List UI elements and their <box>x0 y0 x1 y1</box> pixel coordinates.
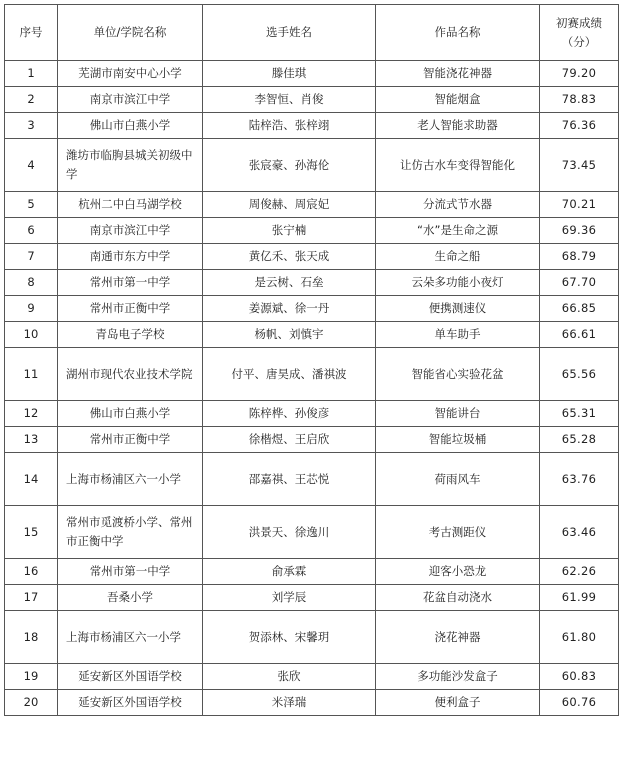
cell-no: 5 <box>5 192 58 218</box>
cell-work: 智能浇花神器 <box>376 61 540 87</box>
cell-score: 65.28 <box>540 427 619 453</box>
cell-work: 智能烟盒 <box>376 87 540 113</box>
cell-score: 76.36 <box>540 113 619 139</box>
cell-unit: 上海市杨浦区六一小学 <box>58 611 203 664</box>
header-row <box>5 5 619 61</box>
cell-work: 生命之船 <box>376 244 540 270</box>
cell-players: 是云树、石垒 <box>203 270 376 296</box>
cell-score: 69.36 <box>540 218 619 244</box>
cell-players: 陈梓桦、孙俊彦 <box>203 401 376 427</box>
cell-players: 杨帆、刘慎宇 <box>203 322 376 348</box>
cell-no: 20 <box>5 690 58 716</box>
results-table <box>4 4 619 716</box>
cell-unit: 常州市正衡中学 <box>58 296 203 322</box>
cell-score: 65.56 <box>540 348 619 401</box>
cell-score: 60.83 <box>540 664 619 690</box>
cell-unit: 常州市觅渡桥小学、常州市正衡中学 <box>58 506 203 559</box>
cell-work: 老人智能求助器 <box>376 113 540 139</box>
cell-no: 7 <box>5 244 58 270</box>
cell-no: 17 <box>5 585 58 611</box>
cell-players: 俞承霖 <box>203 559 376 585</box>
cell-score: 79.20 <box>540 61 619 87</box>
table-row <box>5 611 619 664</box>
cell-score: 62.26 <box>540 559 619 585</box>
table-row <box>5 322 619 348</box>
cell-no: 9 <box>5 296 58 322</box>
cell-work: 浇花神器 <box>376 611 540 664</box>
cell-unit: 延安新区外国语学校 <box>58 690 203 716</box>
cell-score: 68.79 <box>540 244 619 270</box>
cell-work: 智能垃圾桶 <box>376 427 540 453</box>
cell-score: 67.70 <box>540 270 619 296</box>
cell-players: 洪景天、徐逸川 <box>203 506 376 559</box>
cell-players: 滕佳琪 <box>203 61 376 87</box>
header-score <box>540 5 619 61</box>
cell-unit: 芜湖市南安中心小学 <box>58 61 203 87</box>
table-row <box>5 87 619 113</box>
cell-unit: 常州市第一中学 <box>58 270 203 296</box>
table-row <box>5 453 619 506</box>
cell-work: “水”是生命之源 <box>376 218 540 244</box>
cell-players: 米泽瑞 <box>203 690 376 716</box>
cell-players: 付平、唐昊成、潘祺波 <box>203 348 376 401</box>
cell-score: 73.45 <box>540 139 619 192</box>
cell-unit: 杭州二中白马湖学校 <box>58 192 203 218</box>
cell-unit: 南京市滨江中学 <box>58 87 203 113</box>
cell-score: 63.46 <box>540 506 619 559</box>
cell-work: 多功能沙发盒子 <box>376 664 540 690</box>
table-row <box>5 192 619 218</box>
cell-no: 11 <box>5 348 58 401</box>
cell-no: 8 <box>5 270 58 296</box>
cell-players: 张宁楠 <box>203 218 376 244</box>
cell-unit: 上海市杨浦区六一小学 <box>58 453 203 506</box>
cell-score: 61.99 <box>540 585 619 611</box>
cell-players: 姜源斌、徐一丹 <box>203 296 376 322</box>
table-row <box>5 690 619 716</box>
table-row <box>5 559 619 585</box>
cell-unit: 常州市第一中学 <box>58 559 203 585</box>
cell-unit: 青岛电子学校 <box>58 322 203 348</box>
cell-work: 智能讲台 <box>376 401 540 427</box>
cell-score: 78.83 <box>540 87 619 113</box>
cell-unit: 佛山市白燕小学 <box>58 401 203 427</box>
cell-work: 荷雨风车 <box>376 453 540 506</box>
cell-unit: 南通市东方中学 <box>58 244 203 270</box>
cell-score: 70.21 <box>540 192 619 218</box>
cell-unit: 南京市滨江中学 <box>58 218 203 244</box>
cell-work: 智能省心实验花盆 <box>376 348 540 401</box>
cell-work: 迎客小恐龙 <box>376 559 540 585</box>
cell-players: 张欣 <box>203 664 376 690</box>
table-row <box>5 270 619 296</box>
table-row <box>5 348 619 401</box>
cell-unit: 潍坊市临朐县城关初级中学 <box>58 139 203 192</box>
table-row <box>5 585 619 611</box>
header-score-line2: （分） <box>561 34 597 49</box>
table-body <box>5 61 619 716</box>
cell-work: 单车助手 <box>376 322 540 348</box>
cell-players: 邵嘉祺、王芯悦 <box>203 453 376 506</box>
cell-players: 黄亿禾、张天成 <box>203 244 376 270</box>
cell-unit: 延安新区外国语学校 <box>58 664 203 690</box>
header-score-line1: 初赛成绩 <box>556 15 602 30</box>
cell-no: 19 <box>5 664 58 690</box>
header-players: 选手姓名 <box>203 5 376 61</box>
cell-unit: 常州市正衡中学 <box>58 427 203 453</box>
cell-unit: 佛山市白燕小学 <box>58 113 203 139</box>
cell-work: 考古测距仪 <box>376 506 540 559</box>
table-row <box>5 296 619 322</box>
header-no: 序号 <box>5 5 58 61</box>
table-row <box>5 139 619 192</box>
cell-work: 花盆自动浇水 <box>376 585 540 611</box>
cell-players: 李智恒、肖俊 <box>203 87 376 113</box>
cell-players: 徐楷煜、王启欣 <box>203 427 376 453</box>
results-document <box>4 4 618 716</box>
cell-score: 66.85 <box>540 296 619 322</box>
cell-players: 张宸豪、孙海伦 <box>203 139 376 192</box>
cell-no: 18 <box>5 611 58 664</box>
cell-no: 2 <box>5 87 58 113</box>
cell-no: 16 <box>5 559 58 585</box>
cell-no: 3 <box>5 113 58 139</box>
cell-no: 15 <box>5 506 58 559</box>
cell-work: 云朵多功能小夜灯 <box>376 270 540 296</box>
table-row <box>5 218 619 244</box>
cell-no: 6 <box>5 218 58 244</box>
cell-no: 10 <box>5 322 58 348</box>
cell-score: 60.76 <box>540 690 619 716</box>
header-unit: 单位/学院名称 <box>58 5 203 61</box>
table-row <box>5 113 619 139</box>
cell-unit: 吾桑小学 <box>58 585 203 611</box>
cell-work: 让仿古水车变得智能化 <box>376 139 540 192</box>
cell-players: 贺添林、宋馨玥 <box>203 611 376 664</box>
header-work: 作品名称 <box>376 5 540 61</box>
cell-players: 周俊赫、周宸妃 <box>203 192 376 218</box>
cell-score: 61.80 <box>540 611 619 664</box>
cell-no: 12 <box>5 401 58 427</box>
cell-no: 13 <box>5 427 58 453</box>
table-row <box>5 244 619 270</box>
table-row <box>5 401 619 427</box>
cell-work: 便携测速仪 <box>376 296 540 322</box>
cell-no: 14 <box>5 453 58 506</box>
cell-score: 66.61 <box>540 322 619 348</box>
cell-work: 分流式节水器 <box>376 192 540 218</box>
table-row <box>5 506 619 559</box>
cell-no: 4 <box>5 139 58 192</box>
cell-unit: 湖州市现代农业技术学院 <box>58 348 203 401</box>
cell-work: 便利盒子 <box>376 690 540 716</box>
table-row <box>5 61 619 87</box>
cell-no: 1 <box>5 61 58 87</box>
table-row <box>5 427 619 453</box>
cell-players: 陆梓浩、张梓翊 <box>203 113 376 139</box>
cell-score: 63.76 <box>540 453 619 506</box>
table-row <box>5 664 619 690</box>
cell-players: 刘学辰 <box>203 585 376 611</box>
cell-score: 65.31 <box>540 401 619 427</box>
